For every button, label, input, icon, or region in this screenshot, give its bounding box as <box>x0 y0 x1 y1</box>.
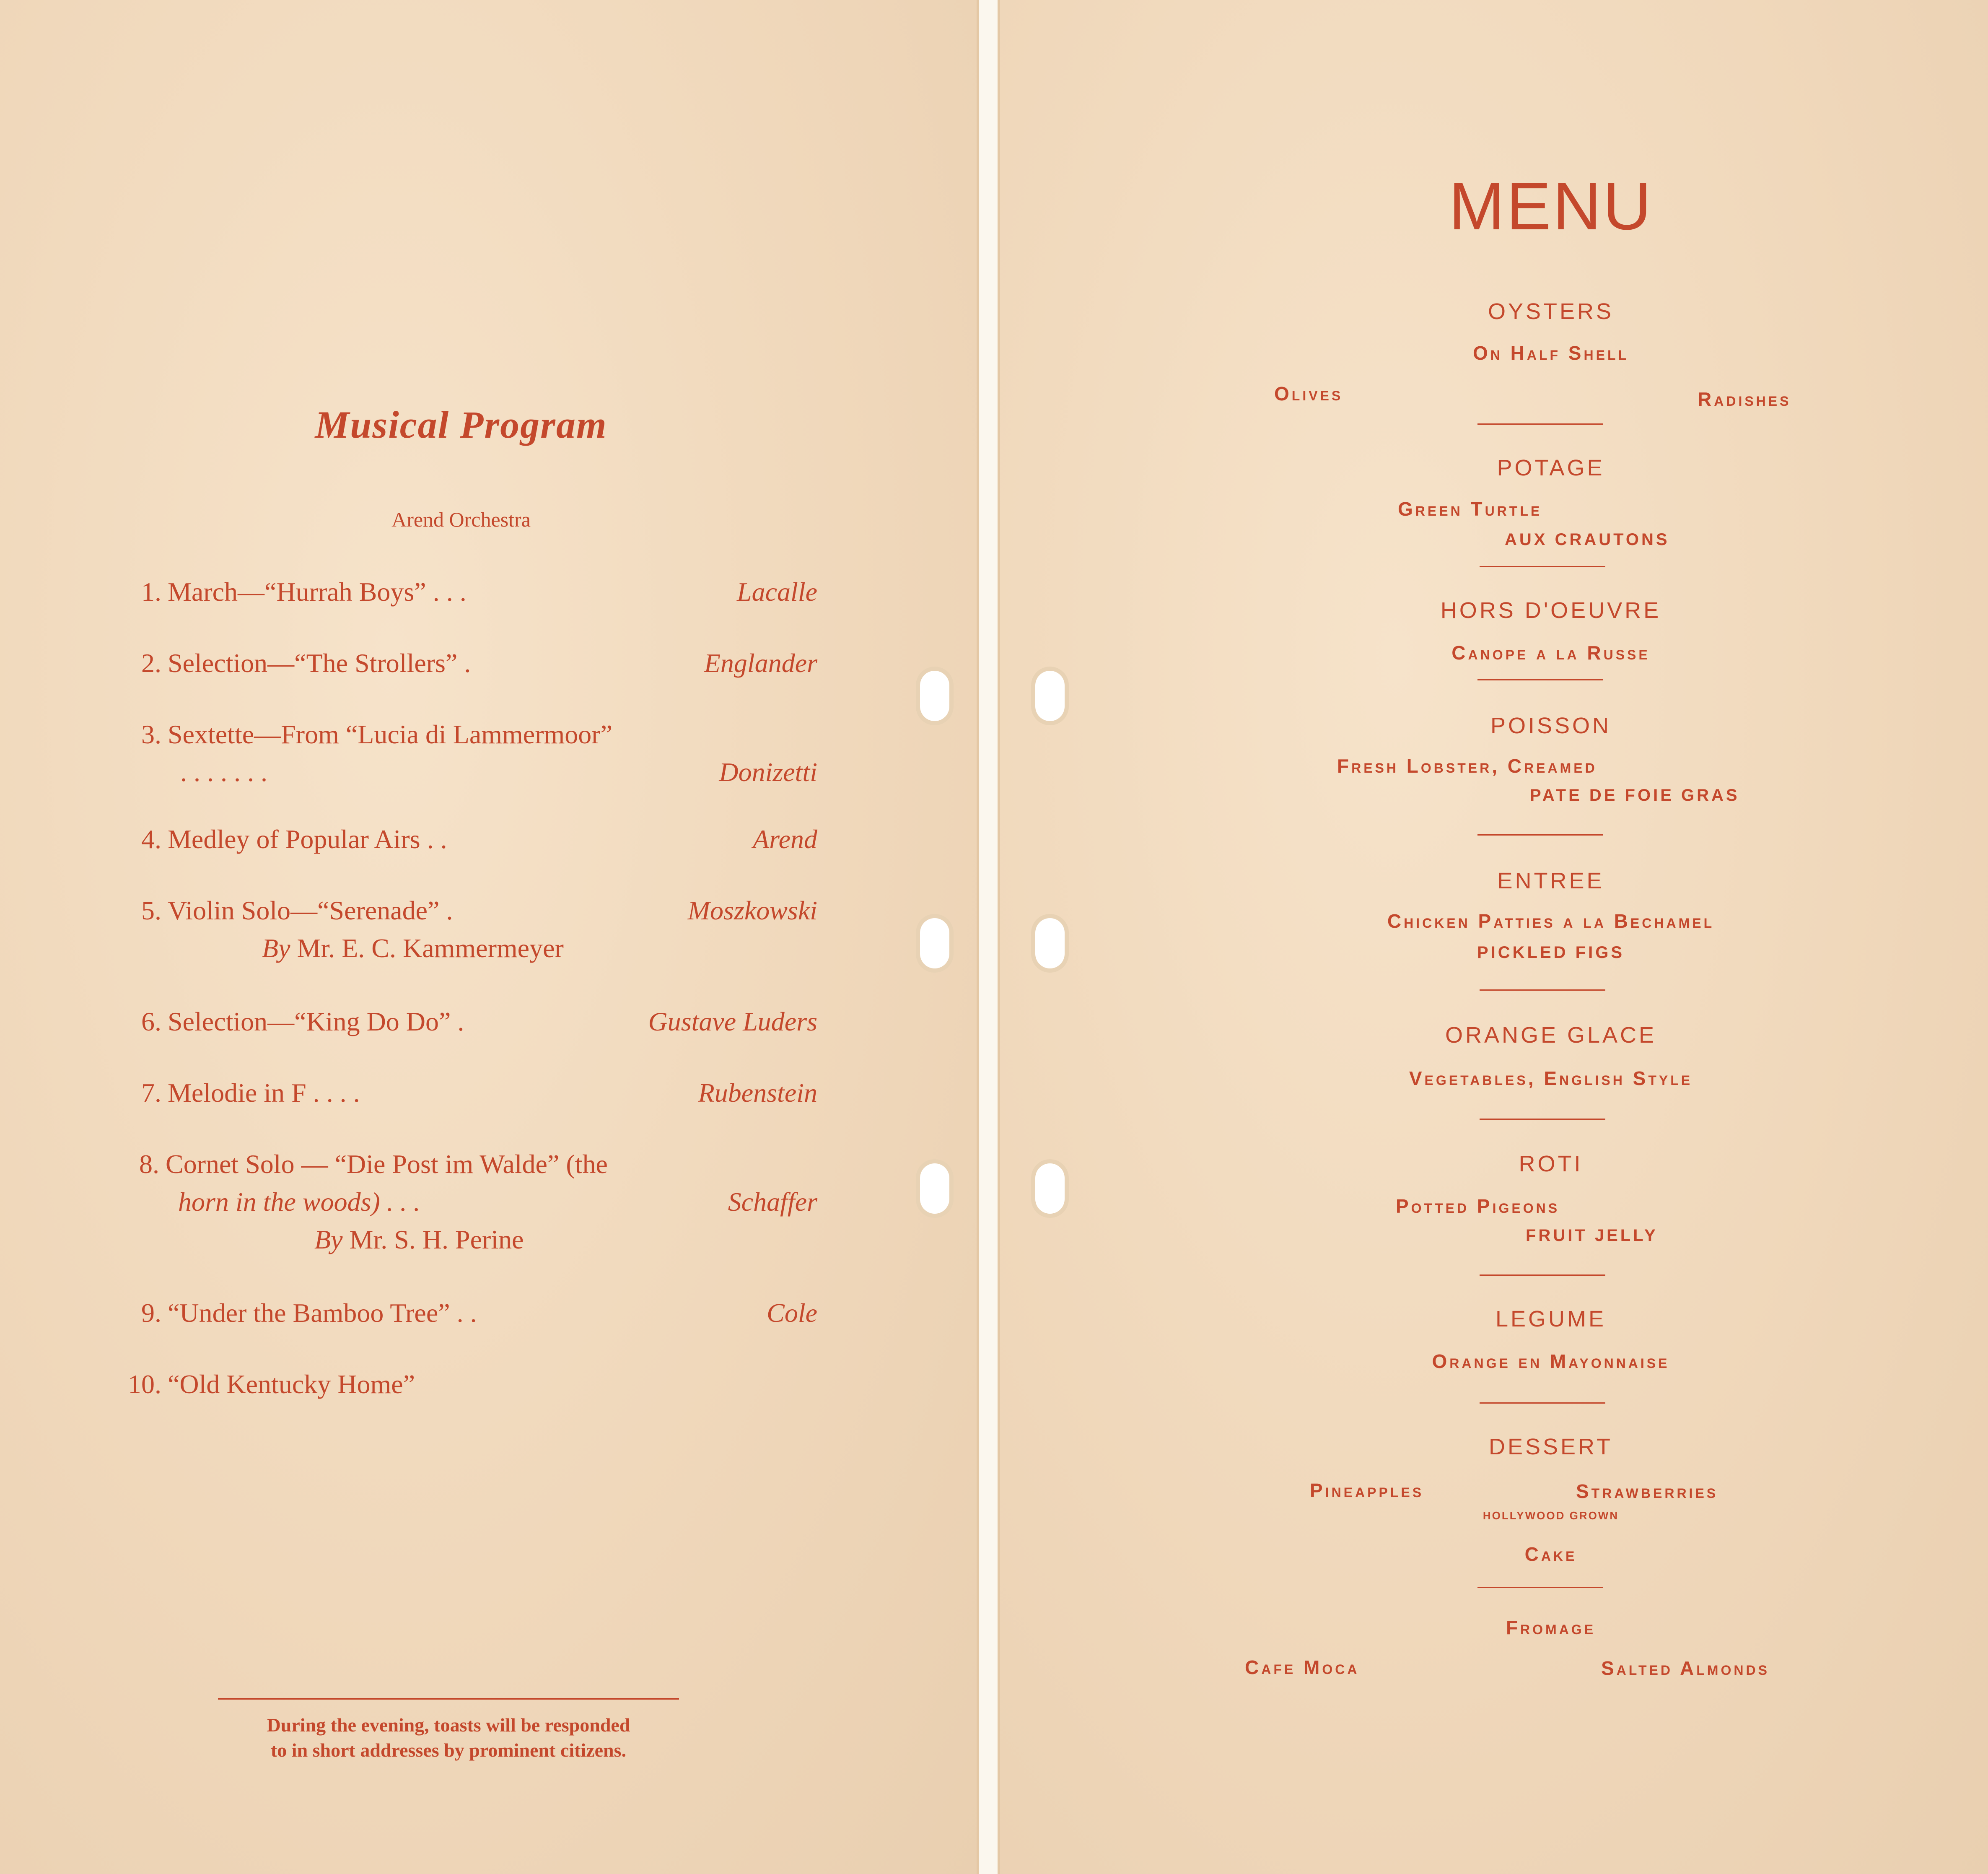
performer-name: Mr. S. H. Perine <box>349 1225 524 1254</box>
program-item <box>141 824 817 862</box>
binding-hole <box>920 1163 949 1214</box>
performer-name: Mr. E. C. Kammermeyer <box>297 933 564 963</box>
course-heading: OYSTERS <box>1488 299 1614 324</box>
item-number: 4. <box>141 824 161 854</box>
course-heading: POISSON <box>1490 713 1612 738</box>
course-heading: ENTREE <box>1497 868 1604 893</box>
piece-title: Selection—“King Do Do” . <box>168 1007 464 1036</box>
dish: Vegetables, English Style <box>1409 1067 1693 1089</box>
piece-title: March—“Hurrah Boys” . . . <box>168 577 467 607</box>
program-item <box>141 648 817 685</box>
course-divider <box>1480 1274 1605 1276</box>
binding-hole <box>1035 671 1065 721</box>
item-number: 3. <box>141 719 161 749</box>
composer: Donizetti <box>719 757 817 787</box>
piece-title: Selection—“The Strollers” . <box>168 648 471 678</box>
menu-title: MENU <box>1449 169 1653 244</box>
dish-accompaniment: PATE DE FOIE GRAS <box>1530 786 1740 805</box>
program-item <box>141 895 817 971</box>
program-item <box>141 576 817 614</box>
dish: Green Turtle <box>1398 498 1542 520</box>
performer-credit <box>262 933 564 964</box>
by-label: By <box>314 1225 343 1254</box>
dish: Radishes <box>1698 388 1791 410</box>
composer: Gustave Luders <box>648 1007 817 1036</box>
piece-title: Medley of Popular Airs . . <box>168 824 447 854</box>
course-divider <box>1480 566 1605 567</box>
binding-hole <box>920 671 949 721</box>
course-heading: ROTI <box>1519 1151 1583 1176</box>
course-divider <box>1480 1402 1605 1404</box>
course-divider <box>1477 679 1603 680</box>
dish-accompaniment: FRUIT JELLY <box>1526 1226 1658 1245</box>
composer: Cole <box>767 1298 817 1328</box>
footnote <box>210 1713 687 1763</box>
right-page <box>998 0 1988 1874</box>
item-number: 6. <box>141 1007 161 1036</box>
dish: Strawberries <box>1576 1480 1718 1502</box>
orchestra-name: Arend Orchestra <box>391 508 531 531</box>
course-heading: LEGUME <box>1495 1306 1607 1332</box>
binding-hole <box>920 918 949 968</box>
binding-hole <box>1035 1163 1065 1214</box>
composer: Moszkowski <box>687 895 817 925</box>
course-heading: HORS D'OEUVRE <box>1440 598 1661 623</box>
dish-accompaniment: AUX CRAUTONS <box>1505 530 1670 549</box>
footnote-line: to in short addresses by prominent citizens. <box>270 1739 627 1761</box>
item-number: 2. <box>141 648 161 678</box>
binding-hole <box>1035 918 1065 968</box>
piece-title: Sextette—From “Lucia di Lammermoor” <box>168 719 612 749</box>
footnote-line: During the evening, toasts will be responded <box>267 1714 630 1736</box>
program-item <box>141 1006 817 1044</box>
dish: On Half Shell <box>1472 342 1629 364</box>
program-item <box>141 1298 817 1335</box>
piece-title: Cornet Solo — “Die Post im Walde” (the <box>166 1149 608 1179</box>
dish: Salted Almonds <box>1601 1657 1770 1679</box>
course-divider <box>1480 1119 1605 1120</box>
course-heading: Fromage <box>1506 1617 1596 1638</box>
dish: Canope a la Russe <box>1451 642 1650 664</box>
course-divider <box>1477 834 1603 836</box>
composer: Englander <box>704 648 817 678</box>
program-item <box>128 1369 817 1407</box>
item-number: 1. <box>141 577 161 607</box>
dish: Chicken Patties a la Bechamel <box>1387 910 1715 932</box>
piece-title: Violin Solo—“Serenade” . <box>168 895 453 925</box>
course-heading: DESSERT <box>1488 1434 1613 1459</box>
dish: Cafe Moca <box>1245 1656 1360 1678</box>
dish: Orange en Mayonnaise <box>1432 1350 1670 1372</box>
piece-title: “Old Kentucky Home” <box>168 1369 415 1399</box>
item-number: 5. <box>141 895 161 925</box>
item-number: 9. <box>141 1298 161 1328</box>
course-divider <box>1477 423 1603 425</box>
program-title: Musical Program <box>315 403 607 446</box>
piece-leader: . . . . . . . <box>180 757 267 787</box>
course-divider <box>1477 1587 1603 1588</box>
item-number: 7. <box>141 1078 161 1108</box>
by-label: By <box>262 933 290 963</box>
course-divider <box>1480 989 1605 991</box>
piece-title: Melodie in F . . . . <box>168 1078 360 1108</box>
program-item <box>141 719 817 794</box>
performer-credit <box>314 1224 524 1255</box>
dish: Olives <box>1274 383 1343 405</box>
dish: Potted Pigeons <box>1396 1195 1560 1217</box>
composer: Arend <box>752 824 817 854</box>
dish: Cake <box>1524 1543 1577 1565</box>
footnote-divider <box>218 1698 679 1700</box>
item-number: 10. <box>128 1369 161 1399</box>
course-heading: POTAGE <box>1497 455 1605 480</box>
dish: Pineapples <box>1310 1479 1424 1501</box>
dish-accompaniment: PICKLED FIGS <box>1477 943 1625 962</box>
composer: Lacalle <box>737 577 817 607</box>
composer: Schaffer <box>728 1187 817 1217</box>
dish-note: HOLLYWOOD GROWN <box>1483 1509 1619 1522</box>
piece-subtitle: horn in the woods) . . . <box>178 1187 420 1217</box>
course-heading: ORANGE GLACE <box>1445 1023 1657 1048</box>
program-item <box>141 1077 817 1115</box>
dish: Fresh Lobster, Creamed <box>1337 755 1597 777</box>
piece-title: “Under the Bamboo Tree” . . <box>168 1298 477 1328</box>
composer: Rubenstein <box>698 1078 817 1108</box>
item-number: 8. <box>139 1149 159 1179</box>
program-item <box>139 1149 817 1262</box>
